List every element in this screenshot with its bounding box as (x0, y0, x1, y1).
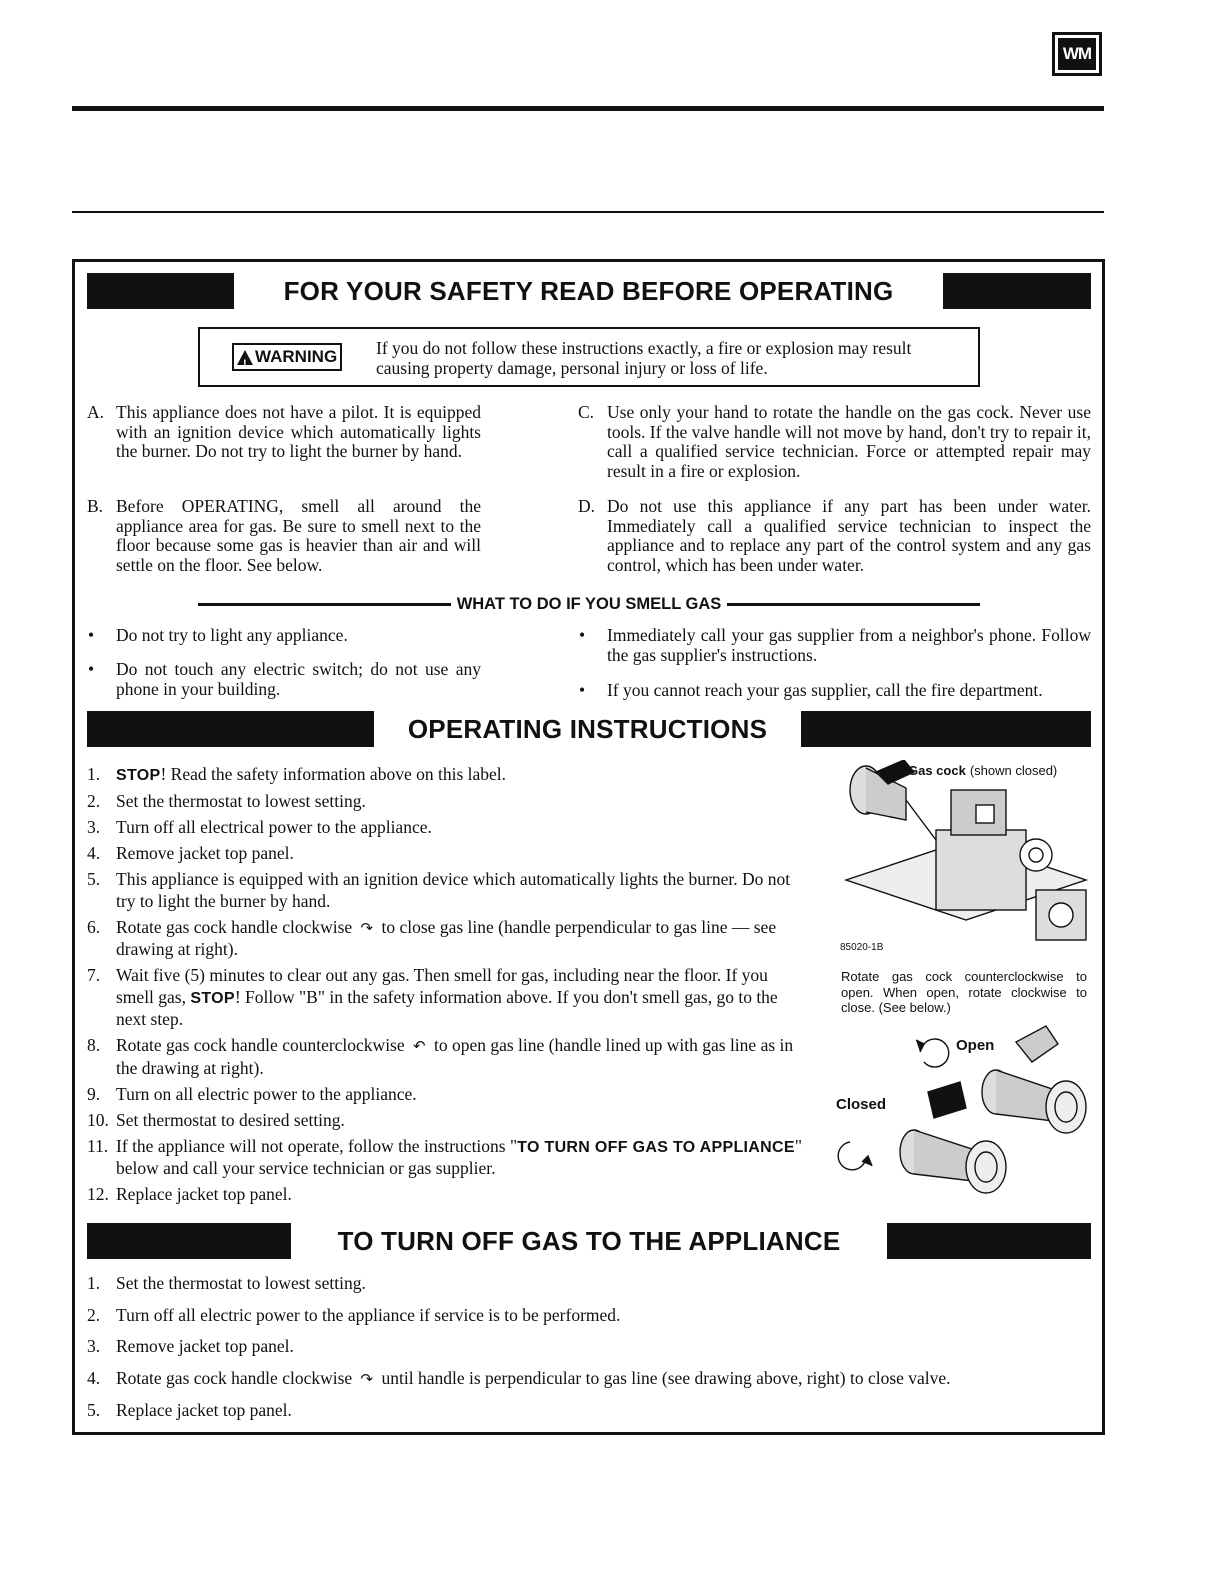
step-text: Set the thermostat to lowest setting. (116, 1273, 366, 1293)
clockwise-arrow-icon: ↷ (360, 1369, 374, 1388)
title-bar-block-right (887, 1223, 1091, 1259)
operating-title: OPERATING INSTRUCTIONS (407, 713, 768, 744)
operating-title-bar (87, 711, 1091, 747)
safety-item-d (578, 496, 1091, 575)
open-closed-illustration (836, 1022, 1096, 1212)
safety-title: FOR YOUR SAFETY READ BEFORE OPERATING (283, 275, 894, 306)
smell-gas-title: WHAT TO DO IF YOU SMELL GAS (456, 594, 722, 613)
step-text: Rotate gas cock handle clockwise (116, 1367, 353, 1388)
logo-mark: WM (1058, 38, 1096, 70)
step-text: " below and call your service technician or gas supplier. (116, 1135, 802, 1178)
safety-item-text: Before OPERATING, smell all around the appliance area for gas. Be sure to smell next to the floor because some gas is heavier than air and will settle on the floor. See below. (116, 496, 481, 575)
smell-gas-bullet (579, 625, 1091, 665)
warning-text: If you do not follow these instructions exactly, a fire or explosion may result causing property damage, personal injury or loss of life. (376, 338, 912, 378)
title-bar-block-right (801, 711, 1091, 747)
heading-rule-right (727, 603, 980, 606)
smell-gas-heading (198, 594, 980, 614)
part-number: 85020-1B (840, 942, 884, 953)
step-text: Turn off all electrical power to the appliance. (116, 817, 432, 837)
step-text: ! Follow "B" in the safety information above. If you don't smell gas, go to the next step. (116, 986, 778, 1029)
gas-cock-label-bold: Gas cock (908, 763, 966, 778)
operating-step (87, 764, 802, 787)
safety-item-text: This appliance does not have a pilot. It is equipped with an ignition device which automatically lights the burner. Do not try to light the burner by hand. (116, 402, 481, 462)
step-number: 2. (87, 1304, 101, 1325)
safety-item-c (578, 402, 1091, 481)
turn-off-title-bar (87, 1223, 1091, 1259)
step-text: Remove jacket top panel. (116, 843, 294, 863)
smell-gas-bullet (579, 680, 1091, 700)
step-text: Replace jacket top panel. (116, 1184, 292, 1204)
step-text: Rotate gas cock handle counterclockwise (116, 1035, 405, 1055)
header-rule-thick (72, 106, 1104, 111)
stop-emphasis: STOP (116, 767, 161, 784)
step-number: 4. (87, 843, 101, 863)
smell-gas-bullet (88, 625, 481, 645)
safety-item-key: D. (578, 496, 596, 516)
smell-gas-bullet (88, 659, 481, 699)
gas-cock-label (908, 762, 1057, 780)
step-number: 12. (87, 1184, 109, 1204)
operating-step (87, 1110, 802, 1132)
gas-valve-illustration (836, 760, 1096, 960)
safety-item-text: Use only your hand to rotate the handle on the gas cock. Never use tools. If the valve handle will not move by hand, don't try to repair it, call a qualified service technician. Force or attempted repair may result in a fire or explosion. (607, 402, 1091, 481)
closed-label: Closed (836, 1096, 887, 1113)
step-text: Wait five (5) minutes to clear out any gas. Then smell for gas, including near the floor. If you smell gas, (116, 965, 768, 1007)
step-number: 5. (87, 1400, 101, 1420)
header-rule-thin (72, 211, 1104, 213)
open-label: Open (956, 1037, 995, 1054)
safety-item-a (87, 402, 481, 462)
title-bar-block-left (87, 273, 234, 309)
warning-triangle-icon (237, 350, 253, 365)
step-number: 5. (87, 869, 101, 889)
turn-off-step (87, 1273, 1096, 1295)
safety-item-key: B. (87, 496, 104, 516)
step-number: 4. (87, 1367, 101, 1388)
bullet-dot: • (88, 659, 95, 679)
figure-caption: Rotate gas cock counterclockwise to open. When open, rotate clockwise to close. (See below.) (841, 969, 1087, 1015)
turn-off-reference: TO TURN OFF GAS TO APPLIANCE (517, 1138, 795, 1156)
step-text: Remove jacket top panel. (116, 1336, 294, 1356)
safety-item-text: Do not use this appliance if any part has been under water. Immediately call a qualified service technician to inspect the appliance and to replace any part of the control system and any gas control, which has been under water. (607, 496, 1091, 575)
step-number: 6. (87, 916, 101, 937)
safety-item-key: A. (87, 402, 105, 422)
operating-step (87, 1084, 802, 1106)
step-number: 10. (87, 1109, 109, 1130)
step-text: This appliance is equipped with an ignition device which automatically lights the burner. Do not try to light the burner by hand. (116, 869, 791, 911)
gas-cock-label-rest: (shown closed) (969, 763, 1058, 778)
turn-off-step (87, 1336, 1096, 1358)
turn-off-step (87, 1400, 1096, 1422)
step-text: ! Read the safety information above on this label. (160, 764, 507, 784)
operating-step (87, 1184, 802, 1206)
turn-off-step (87, 1305, 1096, 1327)
operating-steps (87, 764, 802, 1206)
operating-step (87, 817, 802, 839)
step-number: 11. (87, 1135, 109, 1156)
bullet-text: Do not touch any electric switch; do not use any phone in your building. (116, 659, 481, 699)
manufacturer-logo (1052, 32, 1102, 76)
step-text: until handle is perpendicular to gas line (see drawing above, right) to close valve. (381, 1367, 951, 1388)
step-text: to close gas line (handle perpendicular to gas line — see drawing at right). (116, 916, 777, 959)
step-text: Turn on all electric power to the appliance. (116, 1083, 417, 1104)
step-number: 7. (87, 965, 101, 985)
warning-box (198, 327, 980, 387)
safety-item-key: C. (578, 402, 595, 422)
step-text: Rotate gas cock handle clockwise (116, 916, 353, 937)
operating-step (87, 965, 802, 1031)
warning-label-text: WARNING (255, 347, 338, 366)
bullet-text: Immediately call your gas supplier from a neighbor's phone. Follow the gas supplier's instructions. (607, 625, 1091, 665)
title-bar-block-right (943, 273, 1091, 309)
operating-step (87, 843, 802, 865)
step-number: 3. (87, 1336, 101, 1356)
turn-off-title: TO TURN OFF GAS TO THE APPLIANCE (337, 1225, 841, 1256)
bullet-dot: • (88, 625, 95, 645)
bullet-dot: • (579, 625, 586, 645)
bullet-dot: • (579, 680, 586, 700)
operating-step (87, 1136, 802, 1180)
step-number: 1. (87, 1273, 101, 1293)
safety-item-b (87, 496, 481, 575)
step-number: 8. (87, 1035, 101, 1055)
operating-step (87, 791, 802, 813)
step-text: Set the thermostat to lowest setting. (116, 791, 366, 811)
heading-rule-left (198, 603, 451, 606)
clockwise-arrow-icon: ↷ (360, 918, 374, 937)
step-text: Turn off all electric power to the appliance if service is to be performed. (116, 1304, 621, 1325)
safety-title-bar (87, 273, 1091, 309)
gas-valve-drawing (836, 760, 1096, 960)
title-bar-block-left (87, 711, 374, 747)
step-number: 1. (87, 764, 101, 784)
step-text: If the appliance will not operate, follow the instructions " (116, 1135, 518, 1156)
operating-step (87, 1035, 802, 1079)
bullet-text: Do not try to light any appliance. (116, 625, 348, 645)
step-number: 9. (87, 1083, 101, 1104)
turn-off-steps (87, 1273, 1096, 1422)
operating-step (87, 869, 802, 912)
step-number: 3. (87, 817, 101, 837)
title-bar-block-left (87, 1223, 291, 1259)
bullet-text: If you cannot reach your gas supplier, call the fire department. (607, 680, 1043, 700)
step-text: Replace jacket top panel. (116, 1400, 292, 1420)
counterclockwise-arrow-icon: ↶ (413, 1037, 426, 1055)
operating-step (87, 917, 802, 961)
step-text: Set thermostat to desired setting. (116, 1109, 345, 1130)
step-text: to open gas line (handle lined up with gas line as in the drawing at right). (116, 1035, 794, 1078)
turn-off-step (87, 1368, 1096, 1391)
step-number: 2. (87, 791, 101, 811)
stop-emphasis: STOP (190, 989, 235, 1007)
warning-label (232, 343, 342, 371)
